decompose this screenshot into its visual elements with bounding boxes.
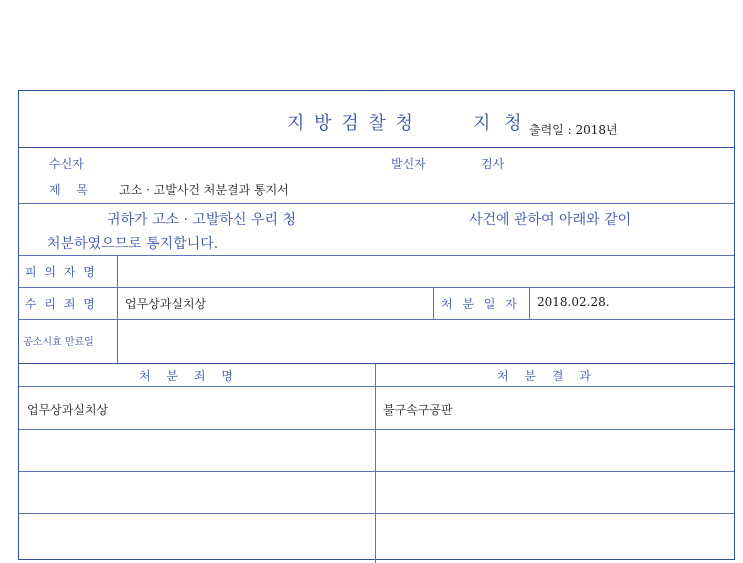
divider — [19, 513, 734, 514]
notice-form — [18, 90, 735, 560]
accepted-charge-label: 수 리 죄 명 — [25, 297, 97, 311]
recipient-label: 수신자 — [49, 157, 84, 171]
disposition-date-value: 2018.02.28. — [537, 295, 610, 309]
sender-label: 발신자 — [391, 157, 426, 171]
divider — [19, 203, 734, 204]
divider — [19, 386, 734, 387]
office-title: 지 방 검 찰 청 — [287, 113, 415, 134]
subject-label: 제 목 — [49, 183, 94, 197]
scan-mark: ⌒ — [370, 91, 380, 101]
divider — [19, 255, 734, 256]
notice-line2: 처분하였으므로 통지합니다. — [47, 236, 219, 252]
table-cell: 업무상과실치상 — [27, 403, 109, 417]
divider — [19, 287, 734, 288]
disposition-date-label: 처 분 일 자 — [441, 297, 520, 311]
statute-label: 공소시효 만료일 — [23, 337, 94, 348]
table-header-charge: 처 분 죄 명 — [139, 369, 239, 383]
divider — [117, 319, 118, 363]
table-header-result: 처 분 결 과 — [497, 369, 597, 383]
suspect-label: 피 의 자 명 — [25, 265, 97, 279]
branch-title: 지 청 — [473, 113, 526, 134]
divider — [19, 471, 734, 472]
divider — [19, 147, 734, 148]
print-date: 출력일 : 2018년 — [529, 123, 618, 137]
divider — [433, 287, 434, 319]
divider — [529, 287, 530, 319]
table-cell: 불구속구공판 — [383, 403, 453, 417]
divider — [19, 429, 734, 430]
divider — [19, 363, 734, 364]
notice-line1-right: 사건에 관하여 아래와 같이 — [469, 212, 632, 228]
subject-value: 고소 · 고발사건 처분결과 통지서 — [119, 183, 289, 197]
divider — [375, 363, 376, 563]
accepted-charge-value: 업무상과실치상 — [125, 297, 207, 311]
divider — [19, 319, 734, 320]
divider — [117, 287, 118, 319]
sender-value: 검사 — [481, 157, 505, 171]
divider — [117, 255, 118, 287]
notice-line1-left: 귀하가 고소 · 고발하신 우리 청 — [107, 212, 296, 228]
